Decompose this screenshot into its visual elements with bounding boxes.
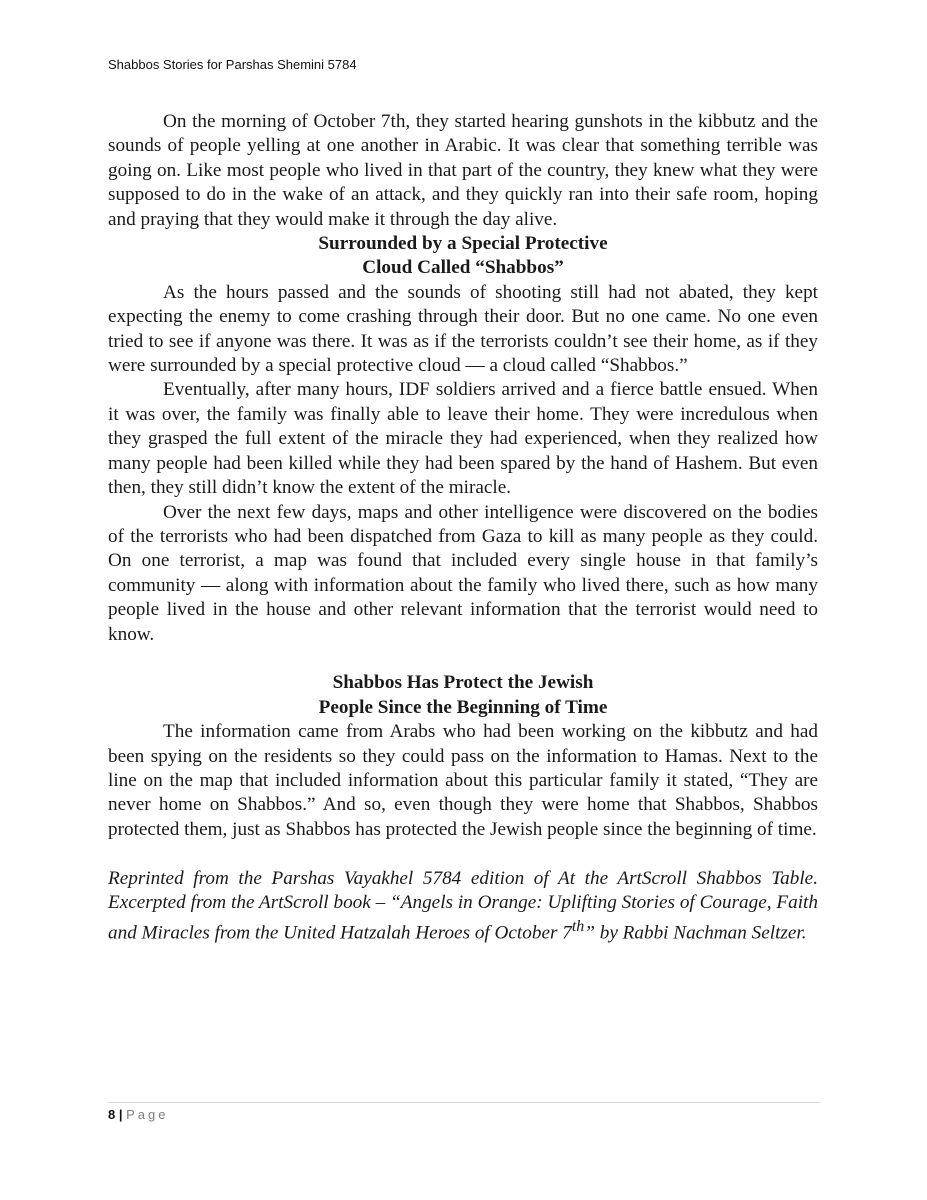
paragraph-2: As the hours passed and the sounds of shooting still had not abated, they kept expecting the enemy to come crashing through their door. But no one came. No one even tried to see if anyone was there. It was as if the terrorists couldn’t see their home, as if they were surrounded by a special protective cloud — a cloud called “Shabbos.” <box>108 281 818 377</box>
credit-text-2: ” by Rabbi Nachman Seltzer. <box>584 922 807 944</box>
spacer <box>108 647 818 671</box>
page-footer <box>108 1107 168 1122</box>
footer-divider <box>108 1102 820 1103</box>
article-body <box>108 110 818 946</box>
reprint-credit <box>108 867 818 947</box>
running-header: Shabbos Stories for Parshas Shemini 5784 <box>108 57 357 72</box>
page-number: 8 <box>108 1107 116 1122</box>
section-heading-2-line-2: People Since the Beginning of Time <box>318 696 608 718</box>
section-heading-1-line-2: Cloud Called “Shabbos” <box>362 257 564 279</box>
paragraph-3: Eventually, after many hours, IDF soldiers arrived and a fierce battle ensued. When it was over, the family was finally able to leave their home. They were incredulous when they grasped the full extent of the miracle they had experienced, when they realized how many people had been killed while they had been spared by the hand of Hashem. But even then, they still didn’t know the extent of the miracle. <box>108 379 818 499</box>
paragraph-1: On the morning of October 7th, they started hearing gunshots in the kibbutz and the sounds of people yelling at one another in Arabic. It was clear that something terrible was going on. Like most people who lived in that part of the country, they knew what they were supposed to do in the wake of an attack, and they quickly ran into their safe room, hoping and praying that they would make it through the day alive. <box>108 111 818 230</box>
section-heading-2-line-1: Shabbos Has Protect the Jewish <box>332 672 594 694</box>
section-heading-1-line-1: Surrounded by a Special Protective <box>318 233 608 255</box>
footer-separator: | <box>115 1107 127 1122</box>
credit-text-1: Reprinted from the Parshas Vayakhel 5784 edition of At the ArtScroll Shabbos Table. Excerpted from the ArtScroll book – “Angels in Orange: Uplifting Stories of Courage, Faith and Miracles from the United Hatzalah Heroes of October 7 <box>108 867 818 944</box>
paragraph-5: The information came from Arabs who had been working on the kibbutz and had been spying on the residents so they could pass on the information to Hamas. Next to the line on the map that included information about this particular family it stated, “They are never home on Shabbos.” And so, even though they were home that Shabbos, Shabbos protected them, just as Shabbos has protected the Jewish people since the beginning of time. <box>108 721 818 840</box>
credit-superscript: th <box>571 918 585 936</box>
page-label: Page <box>126 1107 169 1122</box>
spacer <box>108 842 818 866</box>
paragraph-4: Over the next few days, maps and other intelligence were discovered on the bodies of the terrorists who had been dispatched from Gaza to kill as many people as they could. On one terrorist, a map was found that included every single house in that family’s community — along with information about the family who lived there, such as how many people lived in the house and other relevant information that the terrorist would need to know. <box>108 501 818 645</box>
